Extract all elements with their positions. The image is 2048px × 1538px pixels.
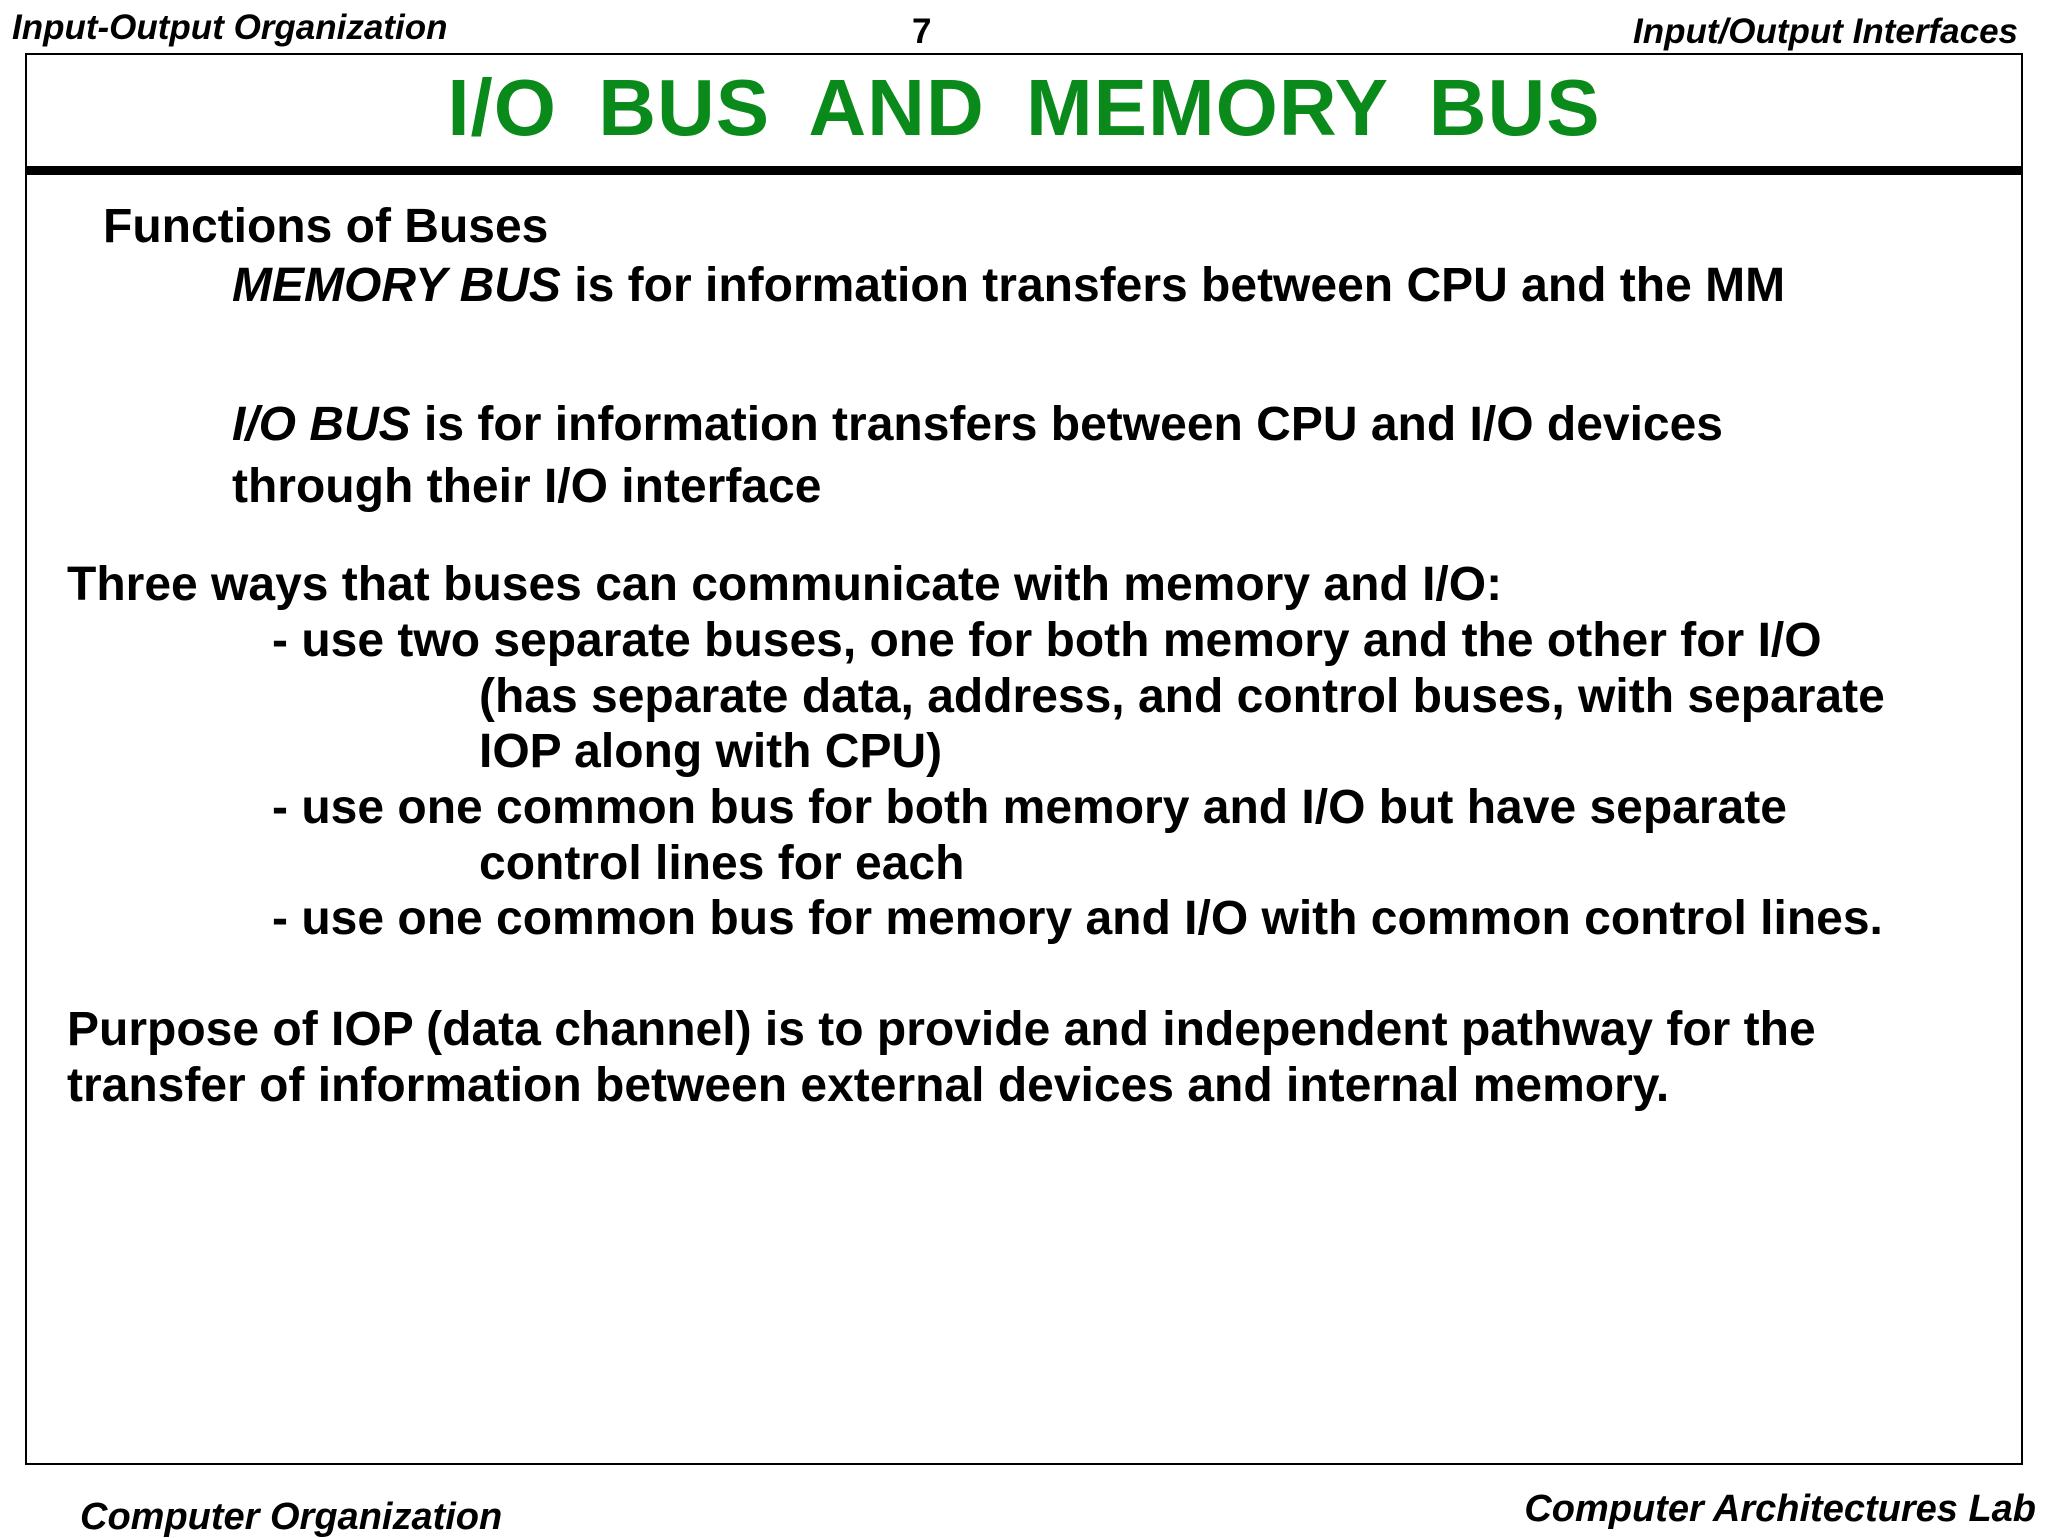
header-left-title: Input-Output Organization — [12, 8, 448, 47]
purpose-line-2: transfer of information between external devices and internal memory. — [67, 1059, 1670, 1112]
way-3-line-1: - use one common bus for memory and I/O with common control lines. — [272, 892, 1883, 945]
slide-title: I/O BUS AND MEMORY BUS — [447, 63, 1601, 152]
footer-right: Computer Architectures Lab — [1524, 1488, 2036, 1530]
memory-bus-text: is for information transfers between CPU and the MM — [560, 259, 1786, 312]
way-1-line-3: IOP along with CPU) — [479, 725, 943, 778]
io-bus-line-1 — [232, 398, 1723, 451]
way-2-line-2: control lines for each — [479, 837, 965, 890]
way-2-line-1: - use one common bus for both memory and I/O but have separate — [272, 781, 1787, 834]
three-ways-heading: Three ways that buses can communicate with memory and I/O: — [67, 558, 1503, 611]
memory-bus-term: MEMORY BUS — [232, 259, 561, 312]
io-bus-text: is for information transfers between CPU and I/O devices — [410, 398, 1723, 451]
io-bus-term: I/O BUS — [232, 398, 411, 451]
title-divider — [25, 166, 2023, 175]
way-1-line-2: (has separate data, address, and control buses, with separate — [479, 670, 1885, 723]
footer-left: Computer Organization — [80, 1496, 503, 1538]
functions-heading: Functions of Buses — [103, 200, 549, 253]
memory-bus-line — [232, 259, 1786, 312]
purpose-line-1: Purpose of IOP (data channel) is to provide and independent pathway for the — [67, 1003, 1816, 1056]
io-bus-line-2: through their I/O interface — [232, 460, 822, 513]
page-number: 7 — [912, 12, 932, 51]
header-right-title: Input/Output Interfaces — [1633, 12, 2018, 51]
way-1-line-1: - use two separate buses, one for both memory and the other for I/O — [272, 614, 1822, 667]
